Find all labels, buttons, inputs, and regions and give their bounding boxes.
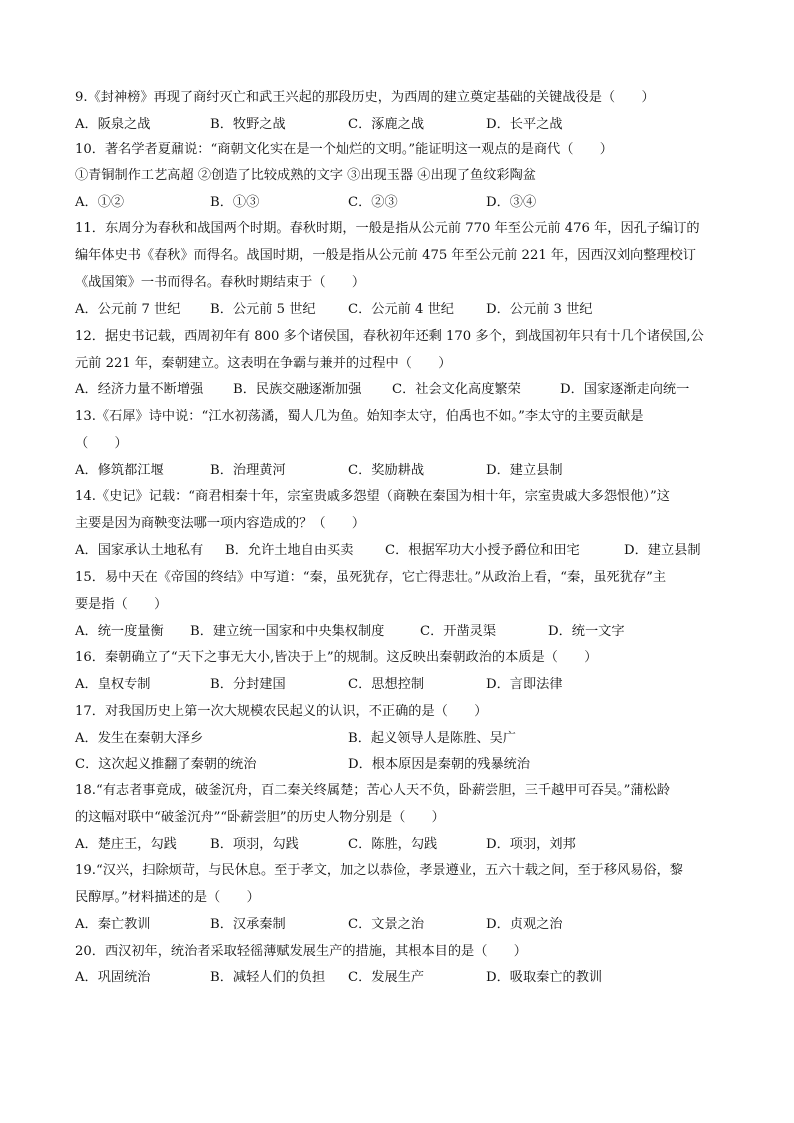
question-12-option[interactable]: A．经济力量不断增强 <box>75 382 204 397</box>
question-15-stem-line: 要是指（ ） <box>75 597 168 612</box>
question-11-stem-line: 11．东周分为春秋和战国两个时期。春秋时期，一般是指从公元前 770 年至公元前 476 年，因孔子编订的 <box>75 221 700 236</box>
question-9-option[interactable]: C．涿鹿之战 <box>348 117 425 132</box>
question-11-stem-line: 编年体史书《春秋》而得名。战国时期，一般是指从公元前 475 年至公元前 221 年，因西汉刘向整理校订 <box>75 248 696 263</box>
question-15-option[interactable]: C．开凿灵渠 <box>420 624 497 639</box>
question-14-option[interactable]: B．允许土地自由买卖 <box>225 543 354 558</box>
question-20-stem-line: 20．西汉初年，统治者采取轻徭薄赋发展生产的措施，其根本目的是（ ） <box>75 944 527 959</box>
question-11-option[interactable]: A．公元前 7 世纪 <box>75 302 181 317</box>
question-10-stem-line: 10．著名学者夏鼐说：“商朝文化实在是一个灿烂的文明。”能证明这一观点的是商代（ ） <box>75 142 613 157</box>
question-18-option[interactable]: D．项羽，刘邦 <box>486 837 576 852</box>
question-12-option[interactable]: C．社会文化高度繁荣 <box>392 382 521 397</box>
question-11-option[interactable]: D．公元前 3 世纪 <box>486 302 593 317</box>
question-20-option[interactable]: C．发展生产 <box>348 970 425 985</box>
question-15-option[interactable]: B．建立统一国家和中央集权制度 <box>190 624 385 639</box>
question-17-option[interactable]: C．这次起义推翻了秦朝的统治 <box>75 757 257 772</box>
question-14-option[interactable]: C．根据军功大小授予爵位和田宅 <box>385 543 580 558</box>
question-19-stem-line: 民醇厚。”材料描述的是（ ） <box>75 890 260 905</box>
question-11-option[interactable]: B．公元前 5 世纪 <box>210 302 316 317</box>
question-14-option[interactable]: A．国家承认土地私有 <box>75 543 204 558</box>
question-9-stem-line: 9.《封神榜》再现了商纣灭亡和武王兴起的那段历史，为西周的建立奠定基础的关键战役是（ ） <box>75 90 655 105</box>
question-19-option[interactable]: A．秦亡教训 <box>75 917 151 932</box>
question-10-stem-line: ①青铜制作工艺高超 ②创造了比较成熟的文字 ③出现玉器 ④出现了鱼纹彩陶盆 <box>75 168 536 183</box>
question-12-option[interactable]: B．民族交融逐渐加强 <box>233 382 362 397</box>
question-13-option[interactable]: C．奖励耕战 <box>348 463 425 478</box>
question-15-option[interactable]: A．统一度量衡 <box>75 624 164 639</box>
question-18-stem-line: 18.“有志者事竟成，破釜沉舟，百二秦关终属楚；苦心人天不负，卧薪尝胆，三千越甲可吞吴。”蒲松龄 <box>75 783 670 798</box>
question-13-stem-line: （ ） <box>75 436 128 451</box>
question-13-stem-line: 13.《石犀》诗中说：“江水初荡潏，蜀人几为鱼。始知李太守，伯禹也不如。”李太守的主要贡献是 <box>75 409 644 424</box>
question-20-option[interactable]: B．减轻人们的负担 <box>210 970 326 985</box>
question-13-option[interactable]: A．修筑都江堰 <box>75 463 164 478</box>
question-16-option[interactable]: D．言即法律 <box>486 677 563 692</box>
question-13-option[interactable]: B．治理黄河 <box>210 463 286 478</box>
question-13-option[interactable]: D．建立县制 <box>486 463 563 478</box>
question-16-option[interactable]: A．皇权专制 <box>75 677 151 692</box>
question-16-stem-line: 16．秦朝确立了“天下之事无大小,皆决于上”的规制。这反映出秦朝政治的本质是（ ） <box>75 650 598 665</box>
question-19-stem-line: 19.“汉兴，扫除烦苛，与民休息。至于孝文，加之以恭俭，孝景遵业，五六十载之间，至于移风易俗，黎 <box>75 863 683 878</box>
question-10-option[interactable]: A．①② <box>75 195 125 210</box>
question-10-option[interactable]: B．①③ <box>210 195 260 210</box>
question-19-option[interactable]: C．文景之治 <box>348 917 425 932</box>
question-18-option[interactable]: C．陈胜，勾践 <box>348 837 438 852</box>
question-15-option[interactable]: D．统一文字 <box>548 624 625 639</box>
question-20-option[interactable]: A．巩固统治 <box>75 970 151 985</box>
question-16-option[interactable]: B．分封建国 <box>210 677 286 692</box>
question-19-option[interactable]: B．汉承秦制 <box>210 917 286 932</box>
question-12-option[interactable]: D．国家逐渐走向统一 <box>560 382 690 397</box>
question-9-option[interactable]: A．阪泉之战 <box>75 117 151 132</box>
question-17-option[interactable]: D．根本原因是秦朝的残暴统治 <box>348 757 531 772</box>
question-9-option[interactable]: D．长平之战 <box>486 117 563 132</box>
question-14-stem-line: 14.《史记》记载：“商君相秦十年，宗室贵戚多怨望（商鞅在秦国为相十年，宗室贵戚大多怨恨他）”这 <box>75 489 670 504</box>
question-19-option[interactable]: D．贞观之治 <box>486 917 563 932</box>
question-15-stem-line: 15．易中天在《帝国的终结》中写道：“秦，虽死犹存，它亡得悲壮。”从政治上看，“秦，虽死犹存”主 <box>75 570 667 585</box>
question-12-stem-line: 元前 221 年，秦朝建立。这表明在争霸与兼并的过程中（ ） <box>75 356 452 371</box>
question-10-option[interactable]: C．②③ <box>348 195 398 210</box>
question-18-option[interactable]: B．项羽，勾践 <box>210 837 299 852</box>
question-16-option[interactable]: C．思想控制 <box>348 677 425 692</box>
question-20-option[interactable]: D．吸取秦亡的教训 <box>486 970 603 985</box>
question-18-stem-line: 的这幅对联中“破釜沉舟”“卧薪尝胆”的历史人物分别是（ ） <box>75 810 445 825</box>
question-11-stem-line: 《战国策》一书而得名。春秋时期结束于（ ） <box>75 275 366 290</box>
question-14-stem-line: 主要是因为商鞅变法哪一项内容造成的？（ ） <box>75 516 366 531</box>
question-17-stem-line: 17．对我国历史上第一次大规模农民起义的认识，不正确的是（ ） <box>75 704 488 719</box>
question-18-option[interactable]: A．楚庄王，勾践 <box>75 837 177 852</box>
question-11-option[interactable]: C．公元前 4 世纪 <box>348 302 454 317</box>
question-10-option[interactable]: D．③④ <box>486 195 537 210</box>
question-17-option[interactable]: B．起义领导人是陈胜、吴广 <box>348 731 516 746</box>
question-17-option[interactable]: A．发生在秦朝大泽乡 <box>75 731 204 746</box>
question-12-stem-line: 12．据史书记载，西周初年有 800 多个诸侯国，春秋初年还剩 170 多个，到战国初年只有十几个诸侯国,公 <box>75 329 704 344</box>
question-14-option[interactable]: D．建立县制 <box>624 543 701 558</box>
question-9-option[interactable]: B．牧野之战 <box>210 117 286 132</box>
